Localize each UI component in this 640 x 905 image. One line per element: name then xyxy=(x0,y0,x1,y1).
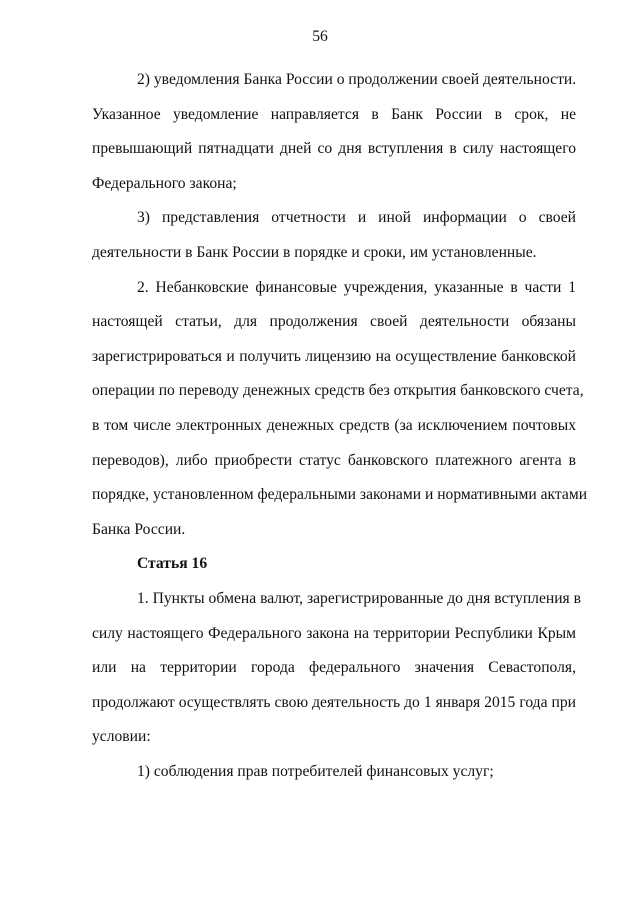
text-line: продолжают осуществлять свою деятельность до 1 января 2015 года при xyxy=(92,693,576,711)
text-line: в том числе электронных денежных средств (за исключением почтовых xyxy=(92,416,576,434)
text-line: зарегистрироваться и получить лицензию на осуществление банковской xyxy=(92,347,576,365)
text-line: настоящей статьи, для продолжения своей деятельности обязаны xyxy=(92,313,576,331)
text-line: силу настоящего Федерального закона на территории Республики Крым xyxy=(92,624,576,642)
document-body xyxy=(92,63,588,789)
text-line: переводов), либо приобрести статус банковского платежного агента в xyxy=(92,451,576,469)
text-line: 1) соблюдения прав потребителей финансовых услуг; xyxy=(137,762,494,780)
text-line: или на территории города федерального значения Севастополя, xyxy=(92,659,576,677)
text-line: Федерального закона; xyxy=(92,174,237,192)
text-line: превышающий пятнадцати дней со дня вступления в силу настоящего xyxy=(92,140,576,158)
text-line: 2. Небанковские финансовые учреждения, указанные в части 1 xyxy=(137,278,576,296)
page-number: 56 xyxy=(312,28,328,45)
article-heading: Статья 16 xyxy=(137,555,208,573)
text-line: деятельности в Банк России в порядке и сроки, им установленные. xyxy=(92,243,537,261)
text-line: 2) уведомления Банка России о продолжении своей деятельности. xyxy=(137,71,577,88)
text-line: Банка России. xyxy=(92,520,186,538)
text-line: Указанное уведомление направляется в Банк России в срок, не xyxy=(92,105,576,123)
text-line: порядке, установленном федеральными законами и нормативными актами xyxy=(92,486,588,504)
text-line: условии: xyxy=(92,728,151,746)
text-line: 1. Пункты обмена валют, зарегистрированные до дня вступления в xyxy=(137,589,581,607)
text-line: 3) представления отчетности и иной информации о своей xyxy=(137,209,576,227)
text-line: операции по переводу денежных средств без открытия банковского счета, xyxy=(92,382,584,400)
